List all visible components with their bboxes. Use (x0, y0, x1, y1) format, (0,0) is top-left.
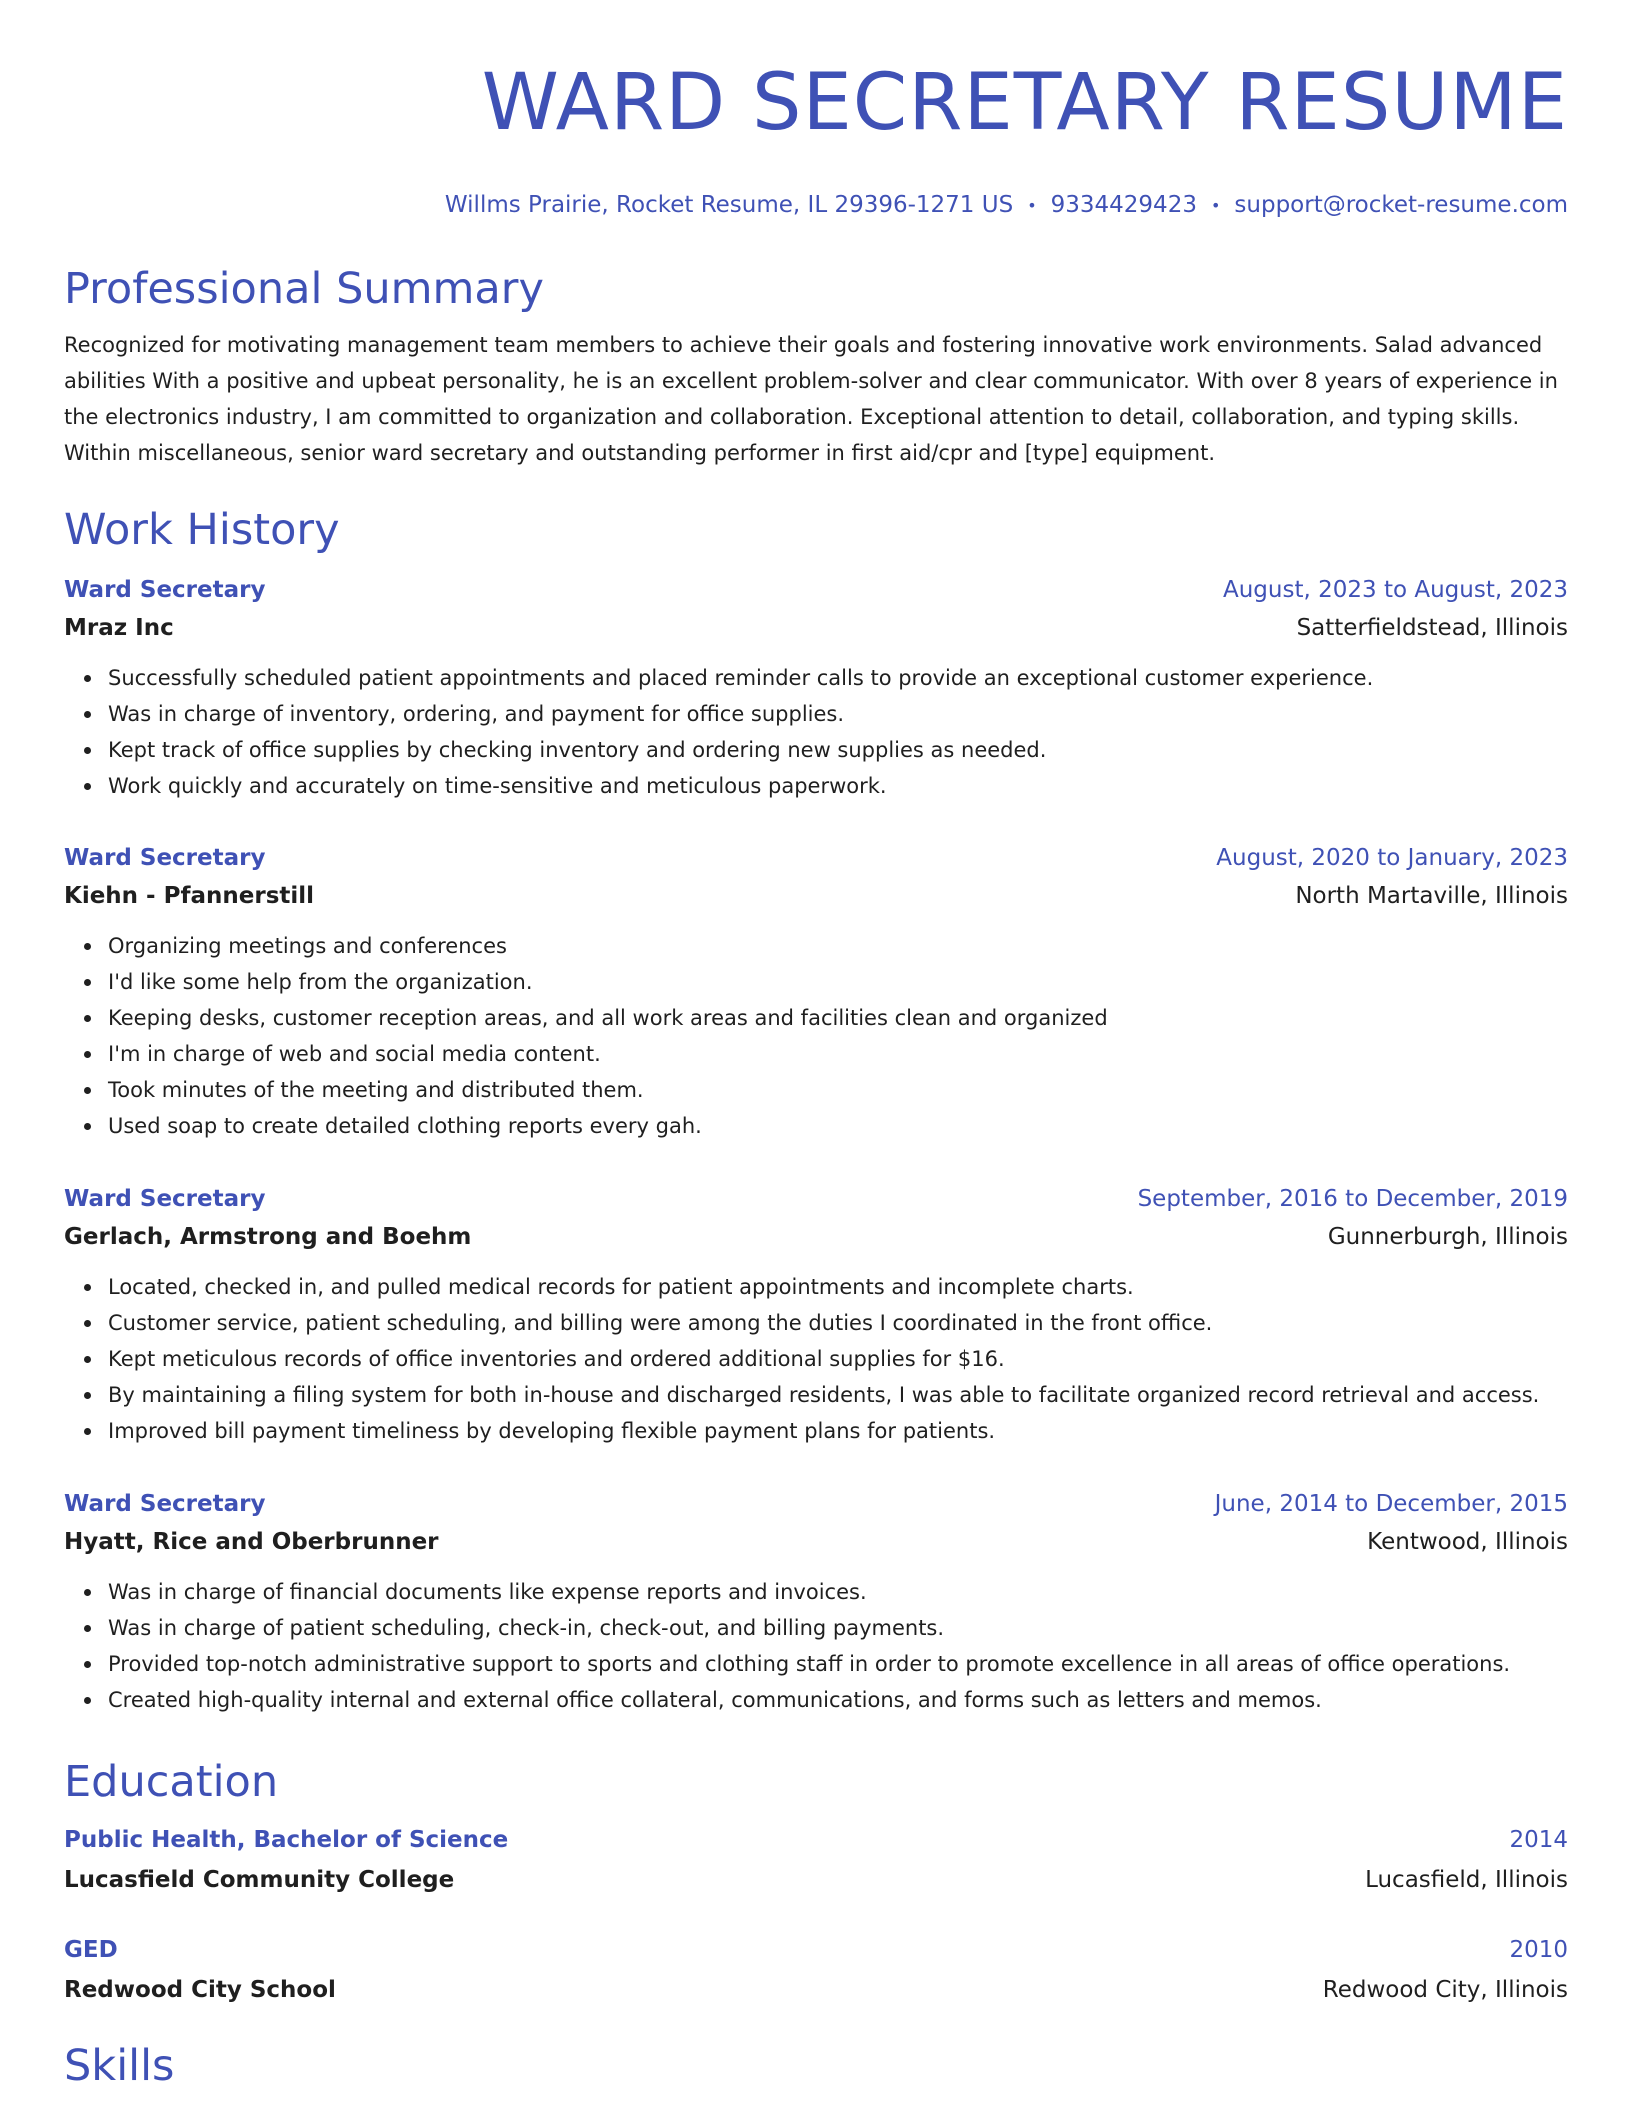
job-bullet: Provided top-notch administrative support to sports and clothing staff in order to promote excellence in all areas of office operations. (108, 1646, 1568, 1682)
contact-separator: • (1027, 195, 1037, 215)
job-role: Ward Secretary (64, 1491, 266, 1517)
resume-header (64, 0, 1568, 221)
job-entry (64, 842, 1568, 1144)
job-bullet: Was in charge of financial documents like expense reports and invoices. (108, 1574, 1568, 1610)
job-location: Gunnerburgh, Illinois (1327, 1224, 1568, 1250)
job-bullet: By maintaining a filing system for both in-house and discharged residents, I was able to facilitate organized record retrieval and access. (108, 1377, 1568, 1413)
job-bullet-list (64, 1269, 1568, 1449)
education-location: Redwood City, Illinois (1322, 1977, 1568, 2003)
job-location: North Martaville, Illinois (1295, 883, 1568, 909)
job-bullet: Was in charge of patient scheduling, check-in, check-out, and billing payments. (108, 1610, 1568, 1646)
job-bullet: Kept track of office supplies by checking inventory and ordering new supplies as needed. (108, 732, 1568, 768)
summary-text: Recognized for motivating management team members to achieve their goals and fostering innovative work environments. Salad advanced abilities With a positive and upbeat personality, he is an excellent problem-solver and clear communicator. With over 8 years of experience in the electronics industry, I am committed to organization and collaboration. Exceptional attention to detail, collaboration, and typing skills. Within miscellaneous, senior ward secretary and outstanding performer in first aid/cpr and [type] equipment. (64, 333, 1558, 465)
job-bullet: Work quickly and accurately on time-sensitive and meticulous paperwork. (108, 768, 1568, 804)
job-entry (64, 574, 1568, 804)
job-role: Ward Secretary (64, 1186, 266, 1212)
contact-phone: 9334429423 (1050, 192, 1197, 218)
education-section (64, 1756, 1568, 1808)
job-role: Ward Secretary (64, 577, 266, 603)
job-bullet: I'd like some help from the organization. (108, 964, 1568, 1000)
job-bullet: Was in charge of inventory, ordering, and payment for office supplies. (108, 696, 1568, 732)
job-bullet: Customer service, patient scheduling, and billing were among the duties I coordinated in the front office. (108, 1305, 1568, 1341)
education-school: Redwood City School (64, 1977, 336, 2003)
job-bullet-list (64, 660, 1568, 804)
job-bullet: I'm in charge of web and social media content. (108, 1036, 1568, 1072)
summary-heading: Professional Summary (64, 264, 544, 314)
job-bullet: Took minutes of the meeting and distributed them. (108, 1072, 1568, 1108)
job-bullet: Keeping desks, customer reception areas, and all work areas and facilities clean and organized (108, 1000, 1568, 1036)
education-location: Lucasfield, Illinois (1365, 1867, 1568, 1893)
education-entry (64, 1824, 1568, 1896)
work-history-heading: Work History (64, 505, 340, 555)
job-dates: September, 2016 to December, 2019 (1137, 1186, 1568, 1212)
job-role: Ward Secretary (64, 845, 266, 871)
contact-address: Willms Prairie, Rocket Resume, IL 29396-1271 US (444, 192, 1014, 218)
job-dates: June, 2014 to December, 2015 (1214, 1491, 1568, 1517)
job-bullet-list (64, 928, 1568, 1144)
education-heading: Education (64, 1757, 279, 1807)
contact-email[interactable]: support@rocket-resume.com (1234, 192, 1568, 218)
job-bullet: Located, checked in, and pulled medical records for patient appointments and incomplete charts. (108, 1269, 1568, 1305)
job-location: Satterfieldstead, Illinois (1296, 615, 1568, 641)
job-location: Kentwood, Illinois (1367, 1529, 1568, 1555)
education-degree: Public Health, Bachelor of Science (64, 1827, 509, 1853)
job-bullet: Kept meticulous records of office inventories and ordered additional supplies for $16. (108, 1341, 1568, 1377)
job-bullet: Improved bill payment timeliness by developing flexible payment plans for patients. (108, 1413, 1568, 1449)
job-entry (64, 1183, 1568, 1449)
job-bullet: Successfully scheduled patient appointments and placed reminder calls to provide an exceptional customer experience. (108, 660, 1568, 696)
education-year: 2014 (1509, 1827, 1568, 1853)
job-company: Kiehn - Pfannerstill (64, 883, 315, 909)
job-dates: August, 2023 to August, 2023 (1223, 577, 1568, 603)
job-bullet: Organizing meetings and conferences (108, 928, 1568, 964)
education-school: Lucasfield Community College (64, 1867, 455, 1893)
contact-separator: • (1210, 195, 1221, 215)
resume-title: WARD SECRETARY RESUME (481, 58, 1568, 148)
job-bullet: Created high-quality internal and external office collateral, communications, and forms such as letters and memos. (108, 1682, 1568, 1718)
job-dates: August, 2020 to January, 2023 (1216, 845, 1568, 871)
education-degree: GED (64, 1937, 118, 1963)
job-company: Hyatt, Rice and Oberbrunner (64, 1529, 439, 1555)
job-bullet-list (64, 1574, 1568, 1718)
summary-section (64, 263, 1568, 471)
contact-line (64, 190, 1568, 221)
job-company: Mraz Inc (64, 615, 174, 641)
work-history-section (64, 504, 1568, 556)
education-year: 2010 (1509, 1937, 1568, 1963)
education-entry (64, 1934, 1568, 2006)
job-bullet: Used soap to create detailed clothing reports every gah. (108, 1108, 1568, 1144)
skills-section (64, 2040, 1568, 2092)
job-company: Gerlach, Armstrong and Boehm (64, 1224, 472, 1250)
job-entry (64, 1488, 1568, 1718)
skills-heading: Skills (64, 2041, 175, 2091)
